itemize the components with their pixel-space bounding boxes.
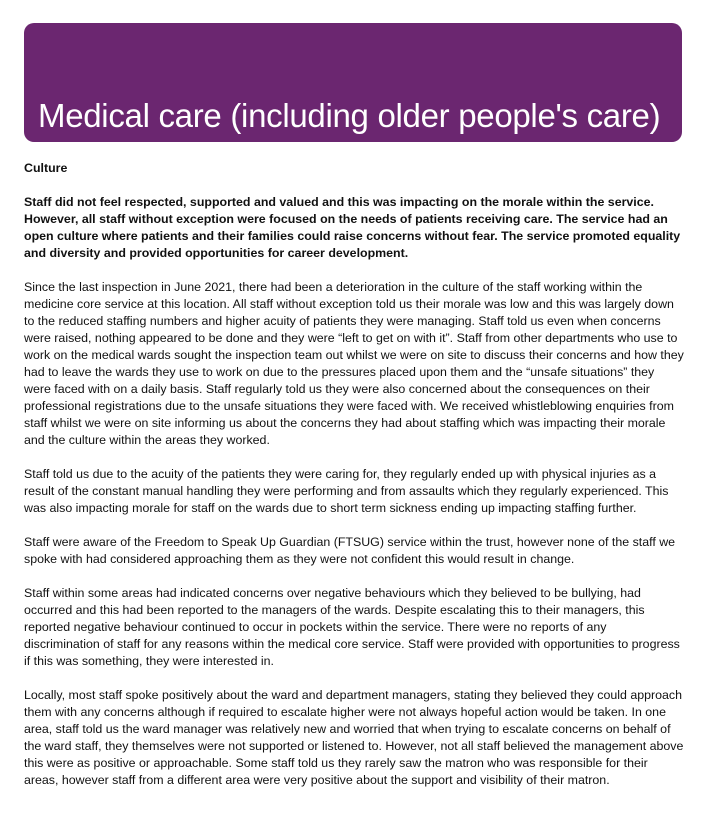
body-paragraph: Staff within some areas had indicated concerns over negative behaviours which they believed to be bullying, had occurred and this had been reported to the managers of the wards. Despite escalating this to their managers, this reported negative behaviour continued to occur in pockets within the service. There were no reports of any discrimination of staff for any reasons within the medical core service. Staff were provided with opportunities to progress if this was something, they were interested in. <box>24 586 680 668</box>
body-paragraph: Locally, most staff spoke positively about the ward and department managers, stating they believed they could approach them with any concerns although if required to escalate higher were not always hopeful action would be taken. In one area, staff told us the ward manager was relatively new and worried that when trying to escalate concerns on behalf of the ward staff, they themselves were not supported or listened to. However, not all staff believed the management above this were as positive or approachable. Some staff told us they rarely saw the matron who was responsible for their areas, however staff from a different area were very positive about the support and visibility of their matron. <box>24 688 684 787</box>
section-heading: Culture <box>24 161 68 175</box>
page-title: Medical care (including older people's care) <box>38 97 661 134</box>
body-paragraph: Staff told us due to the acuity of the patients they were caring for, they regularly ended up with physical injuries as a result of the constant manual handling they were performing and from assaults which they regularly experienced. This was also impacting morale for staff on the wards due to short term sickness ending up impacting staffing further. <box>24 467 669 515</box>
page-header-banner <box>24 23 682 142</box>
section-summary: Staff did not feel respected, supported and valued and this was impacting on the morale within the service. However, all staff without exception were focused on the needs of patients receiving care. The service had an open culture where patients and their families could raise concerns without fear. The service promoted equality and diversity and provided opportunities for career development. <box>24 195 681 260</box>
main-content <box>24 160 684 806</box>
body-paragraph: Since the last inspection in June 2021, there had been a deterioration in the culture of the staff working within the medicine core service at this location. All staff without exception told us their morale was low and this was largely down to the reduced staffing numbers and higher acuity of patients they were managing. Staff told us even when concerns were raised, nothing appeared to be done and they were “left to get on with it”. Staff from other departments who use to work on the medical wards sought the inspection team out whilst we were on site to discuss their concerns and how they had to leave the wards they use to work on due to the pressures placed upon them and the “unsafe situations” they were faced with on a daily basis. Staff regularly told us they were also concerned about the consequences on their professional registrations due to the unsafe situations they were faced with. We received whistleblowing enquiries from staff whilst we were on site informing us about the concerns they had about staffing which was impacting their morale and the culture within the areas they worked. <box>24 280 684 447</box>
body-paragraph: Staff were aware of the Freedom to Speak Up Guardian (FTSUG) service within the trust, however none of the staff we spoke with had considered approaching them as they were not confident this would result in change. <box>24 535 676 566</box>
